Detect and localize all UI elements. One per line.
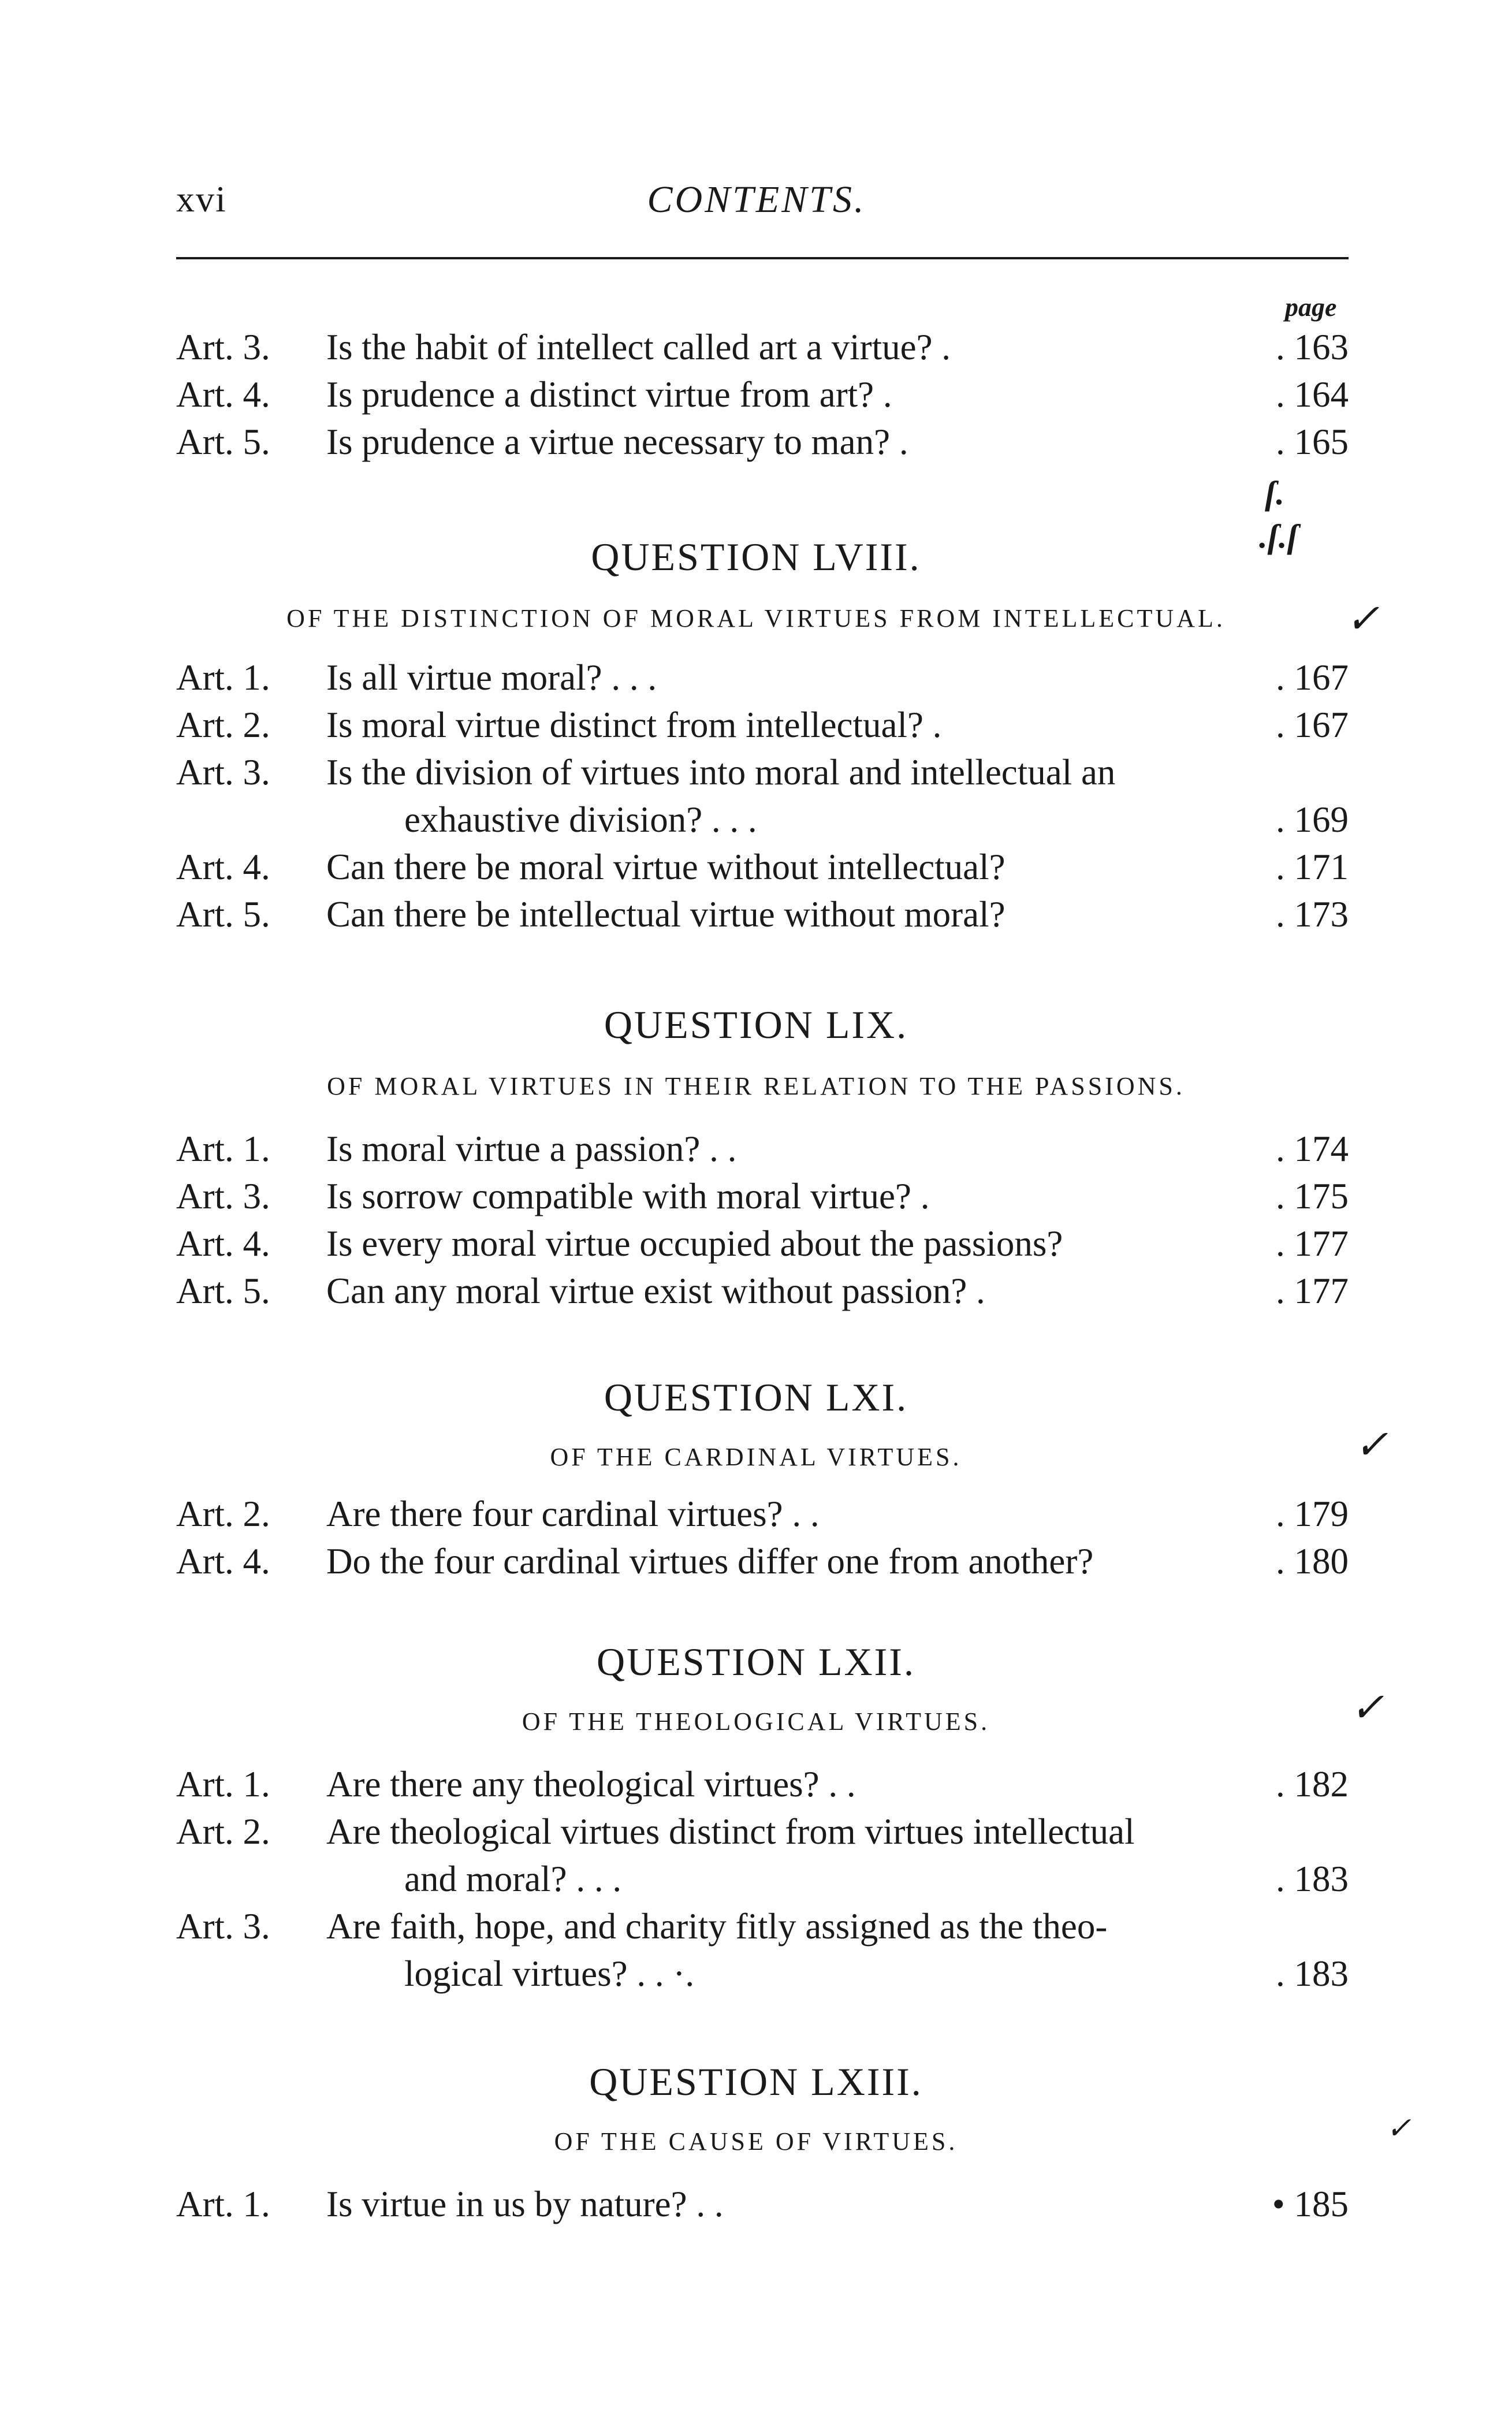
contents-entry	[176, 1173, 1349, 1220]
question-text: Can there be moral virtue without intellectual?	[326, 847, 1005, 887]
contents-entry	[176, 1761, 1349, 1808]
contents-entry	[176, 1267, 1349, 1315]
page-number: . 163	[1276, 327, 1349, 367]
article-number: Art. 4.	[176, 1223, 270, 1264]
page-number: . 183	[1276, 1953, 1349, 1994]
article-number: Art. 5.	[176, 894, 270, 935]
question-heading: QUESTION LVIII.	[591, 535, 921, 579]
contents-entry	[176, 1125, 1349, 1173]
handwritten-mark: .ſ.ſ	[1259, 518, 1298, 555]
page-number: . 177	[1276, 1271, 1349, 1311]
question-subheading: OF THE DISTINCTION OF MORAL VIRTUES FROM INTELLECTUAL.	[286, 604, 1226, 632]
question-text: Is the habit of intellect called art a virtue? .	[326, 327, 951, 367]
article-number: Art. 5.	[176, 422, 270, 462]
contents-entry	[176, 701, 1349, 749]
question-text: Is all virtue moral? . . .	[326, 657, 657, 698]
page-number: . 173	[1276, 894, 1349, 935]
running-title: CONTENTS.	[647, 178, 866, 221]
contents-entry-continuation	[176, 796, 1349, 843]
page-number: • 185	[1272, 2184, 1349, 2224]
article-number: Art. 1.	[176, 1764, 270, 1804]
contents-entry	[176, 1538, 1349, 1585]
question-text: Do the four cardinal virtues differ one from another?	[326, 1541, 1094, 1581]
page-number: . 169	[1276, 799, 1349, 840]
contents-entry	[176, 749, 1349, 796]
question-text: Are faith, hope, and charity fitly assigned as the theo-	[326, 1906, 1108, 1947]
page-number: . 171	[1276, 847, 1349, 887]
page-number: . 174	[1276, 1129, 1349, 1169]
article-number: Art. 3.	[176, 1906, 270, 1947]
article-number: Art. 4.	[176, 1541, 270, 1581]
page-number: . 177	[1276, 1223, 1349, 1264]
check-mark-icon: ✓	[1386, 2112, 1412, 2145]
page-number: . 164	[1276, 374, 1349, 415]
question-text: Is prudence a virtue necessary to man? .	[326, 422, 908, 462]
article-number: Art. 1.	[176, 657, 270, 698]
contents-entry	[176, 1490, 1349, 1538]
page-column-label: page	[1285, 292, 1337, 322]
article-number: Art. 1.	[176, 2184, 270, 2224]
question-text: Is prudence a distinct virtue from art? .	[326, 374, 892, 415]
page-number: . 183	[1276, 1859, 1349, 1899]
contents-entry	[176, 654, 1349, 701]
contents-entry	[176, 371, 1349, 418]
article-number: Art. 3.	[176, 752, 270, 792]
question-text: Is every moral virtue occupied about the passions?	[326, 1223, 1063, 1264]
question-text-continued: and moral? . . .	[404, 1859, 622, 1899]
question-subheading: OF THE THEOLOGICAL VIRTUES.	[522, 1707, 990, 1736]
page-number: . 182	[1276, 1764, 1349, 1804]
header-rule	[176, 257, 1349, 259]
contents-entry	[176, 1903, 1349, 1950]
question-text: Is virtue in us by nature? . .	[326, 2184, 724, 2224]
contents-entry-continuation	[176, 1855, 1349, 1903]
question-subheading: OF MORAL VIRTUES IN THEIR RELATION TO THE PASSIONS.	[327, 1072, 1185, 1100]
question-text: Is sorrow compatible with moral virtue? .	[326, 1176, 930, 1216]
question-text: Are there any theological virtues? . .	[326, 1764, 856, 1804]
article-number: Art. 4.	[176, 374, 270, 415]
question-subheading: OF THE CAUSE OF VIRTUES.	[554, 2127, 958, 2156]
article-number: Art. 2.	[176, 1811, 270, 1852]
question-text: Are there four cardinal virtues? . .	[326, 1494, 820, 1534]
contents-entry	[176, 843, 1349, 891]
question-text: Are theological virtues distinct from virtues intellectual	[326, 1811, 1135, 1852]
contents-entry	[176, 323, 1349, 371]
question-subheading: OF THE CARDINAL VIRTUES.	[550, 1443, 962, 1471]
check-mark-icon: ✓	[1346, 597, 1380, 642]
contents-entry	[176, 2180, 1349, 2228]
page-folio: xvi	[176, 178, 227, 219]
check-mark-icon: ✓	[1350, 1686, 1384, 1730]
page-number: . 167	[1276, 705, 1349, 745]
question-text-continued: exhaustive division? . . .	[404, 799, 757, 840]
question-text: Can any moral virtue exist without passion? .	[326, 1271, 985, 1311]
page-number: . 167	[1276, 657, 1349, 698]
contents-entry	[176, 1808, 1349, 1855]
page-number: . 165	[1276, 422, 1349, 462]
contents-entry-continuation	[176, 1950, 1349, 1997]
contents-entry	[176, 891, 1349, 938]
question-text: Is the division of virtues into moral and intellectual an	[326, 752, 1116, 792]
handwritten-mark: ſ.	[1265, 474, 1284, 512]
question-text: Can there be intellectual virtue without moral?	[326, 894, 1005, 935]
page-number: . 179	[1276, 1494, 1349, 1534]
contents-entry	[176, 418, 1349, 466]
page-number: . 175	[1276, 1176, 1349, 1216]
article-number: Art. 1.	[176, 1129, 270, 1169]
question-heading: QUESTION LXIII.	[589, 2060, 923, 2104]
article-number: Art. 2.	[176, 1494, 270, 1534]
question-heading: QUESTION LIX.	[604, 1003, 908, 1047]
article-number: Art. 3.	[176, 327, 270, 367]
question-heading: QUESTION LXI.	[604, 1375, 908, 1419]
article-number: Art. 3.	[176, 1176, 270, 1216]
article-number: Art. 5.	[176, 1271, 270, 1311]
check-mark-icon: ✓	[1354, 1423, 1388, 1468]
article-number: Art. 4.	[176, 847, 270, 887]
question-heading: QUESTION LXII.	[597, 1640, 915, 1684]
contents-entry	[176, 1220, 1349, 1267]
page-number: . 180	[1276, 1541, 1349, 1581]
question-text: Is moral virtue distinct from intellectual? .	[326, 705, 942, 745]
question-text: Is moral virtue a passion? . .	[326, 1129, 737, 1169]
article-number: Art. 2.	[176, 705, 270, 745]
question-text-continued: logical virtues? . . ·.	[404, 1953, 695, 1994]
